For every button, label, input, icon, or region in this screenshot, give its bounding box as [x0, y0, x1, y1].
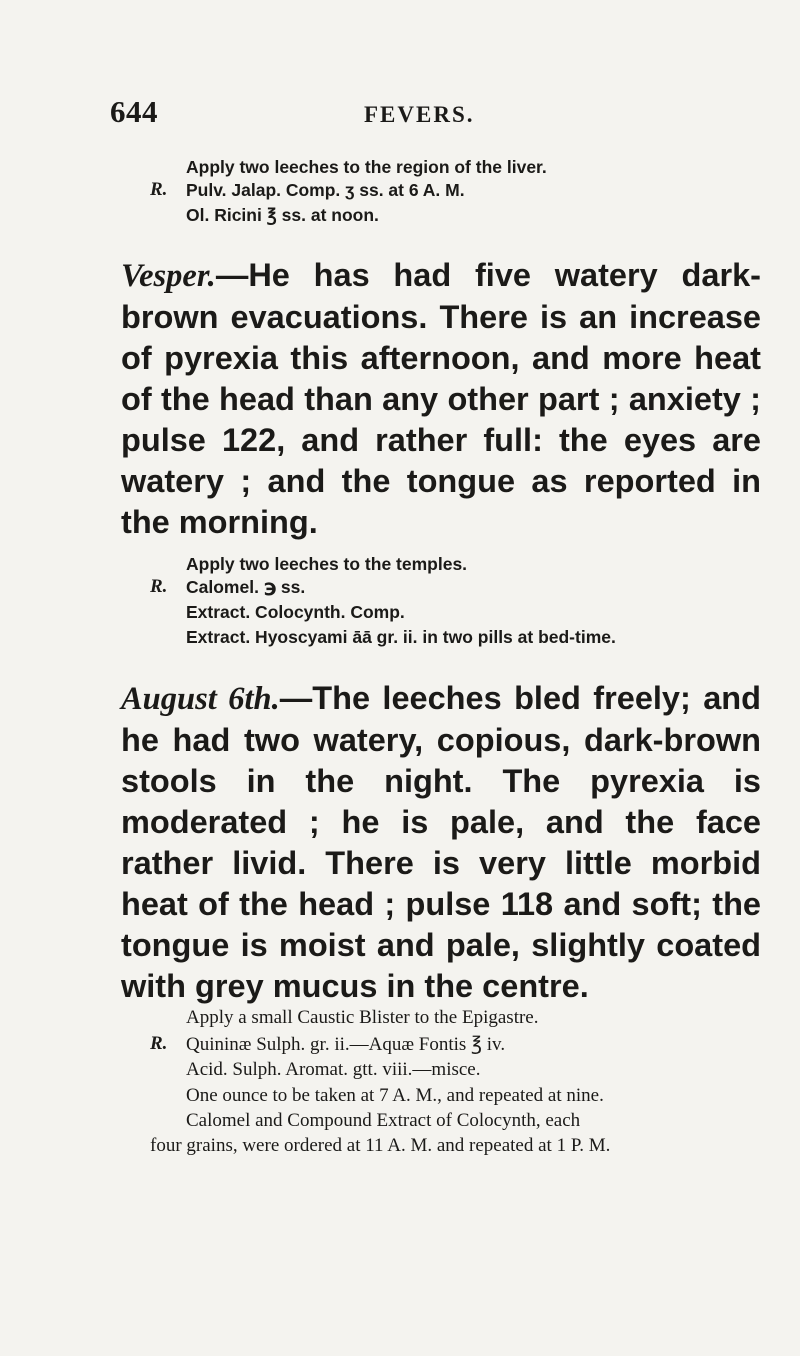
- rx2-line-3: Extract. Colocynth. Comp.: [186, 602, 405, 622]
- rx1-line-2: Pulv. Jalap. Comp. ʒ ss. at 6 A. M.: [186, 180, 465, 200]
- rx3-line-2: Quininæ Sulph. gr. ii.—Aquæ Fontis ℥ iv.: [186, 1034, 506, 1055]
- vesper-text: —He has had five watery dark-brown evacuations. There is an increase of pyrexia this afternoon, and more heat of the head than any other part ; anxiety ; pulse 122, and rather full: the eyes are watery ; and the tongue as reported in the morning.: [121, 257, 761, 540]
- august-paragraph: [121, 678, 761, 1007]
- august-lead: August 6th.: [121, 681, 280, 717]
- rx3-line-1: Apply a small Caustic Blister to the Epigastre.: [186, 1007, 539, 1028]
- rx1-line-1: Apply two leeches to the region of the liver.: [186, 157, 547, 177]
- recipe-symbol: R.: [150, 1033, 168, 1054]
- vesper-lead: Vesper.: [121, 258, 216, 294]
- rx3-line-4: One ounce to be taken at 7 A. M., and repeated at nine.: [186, 1085, 604, 1106]
- rx2-line-1: Apply two leeches to the temples.: [186, 554, 468, 574]
- page-number: 644: [110, 94, 158, 129]
- rx3-line-6: four grains, were ordered at 11 A. M. and repeated at 1 P. M.: [150, 1135, 611, 1156]
- recipe-symbol: R.: [150, 179, 168, 200]
- august-text: —The leeches bled freely; and he had two watery, copious, dark-brown stools in the night. The pyrexia is moderated ; he is pale, and the face rather livid. There is very little morbid heat of the head ; pulse 118 and soft; the tongue is moist and pale, slightly coated with grey mucus in the centre.: [121, 680, 761, 1004]
- running-head: FEVERS.: [364, 102, 475, 127]
- rx2-line-4: Extract. Hyoscyami āā gr. ii. in two pills at bed-time.: [186, 627, 616, 647]
- rx1-line-3: Ol. Ricini ℥ ss. at noon.: [186, 205, 379, 225]
- vesper-paragraph: [121, 255, 761, 543]
- rx3-line-5: Calomel and Compound Extract of Colocynth, each: [186, 1110, 581, 1131]
- recipe-symbol: R.: [150, 576, 168, 597]
- rx2-line-2: Calomel. ℈ ss.: [186, 577, 306, 597]
- rx3-line-3: Acid. Sulph. Aromat. gtt. viii.—misce.: [186, 1059, 481, 1080]
